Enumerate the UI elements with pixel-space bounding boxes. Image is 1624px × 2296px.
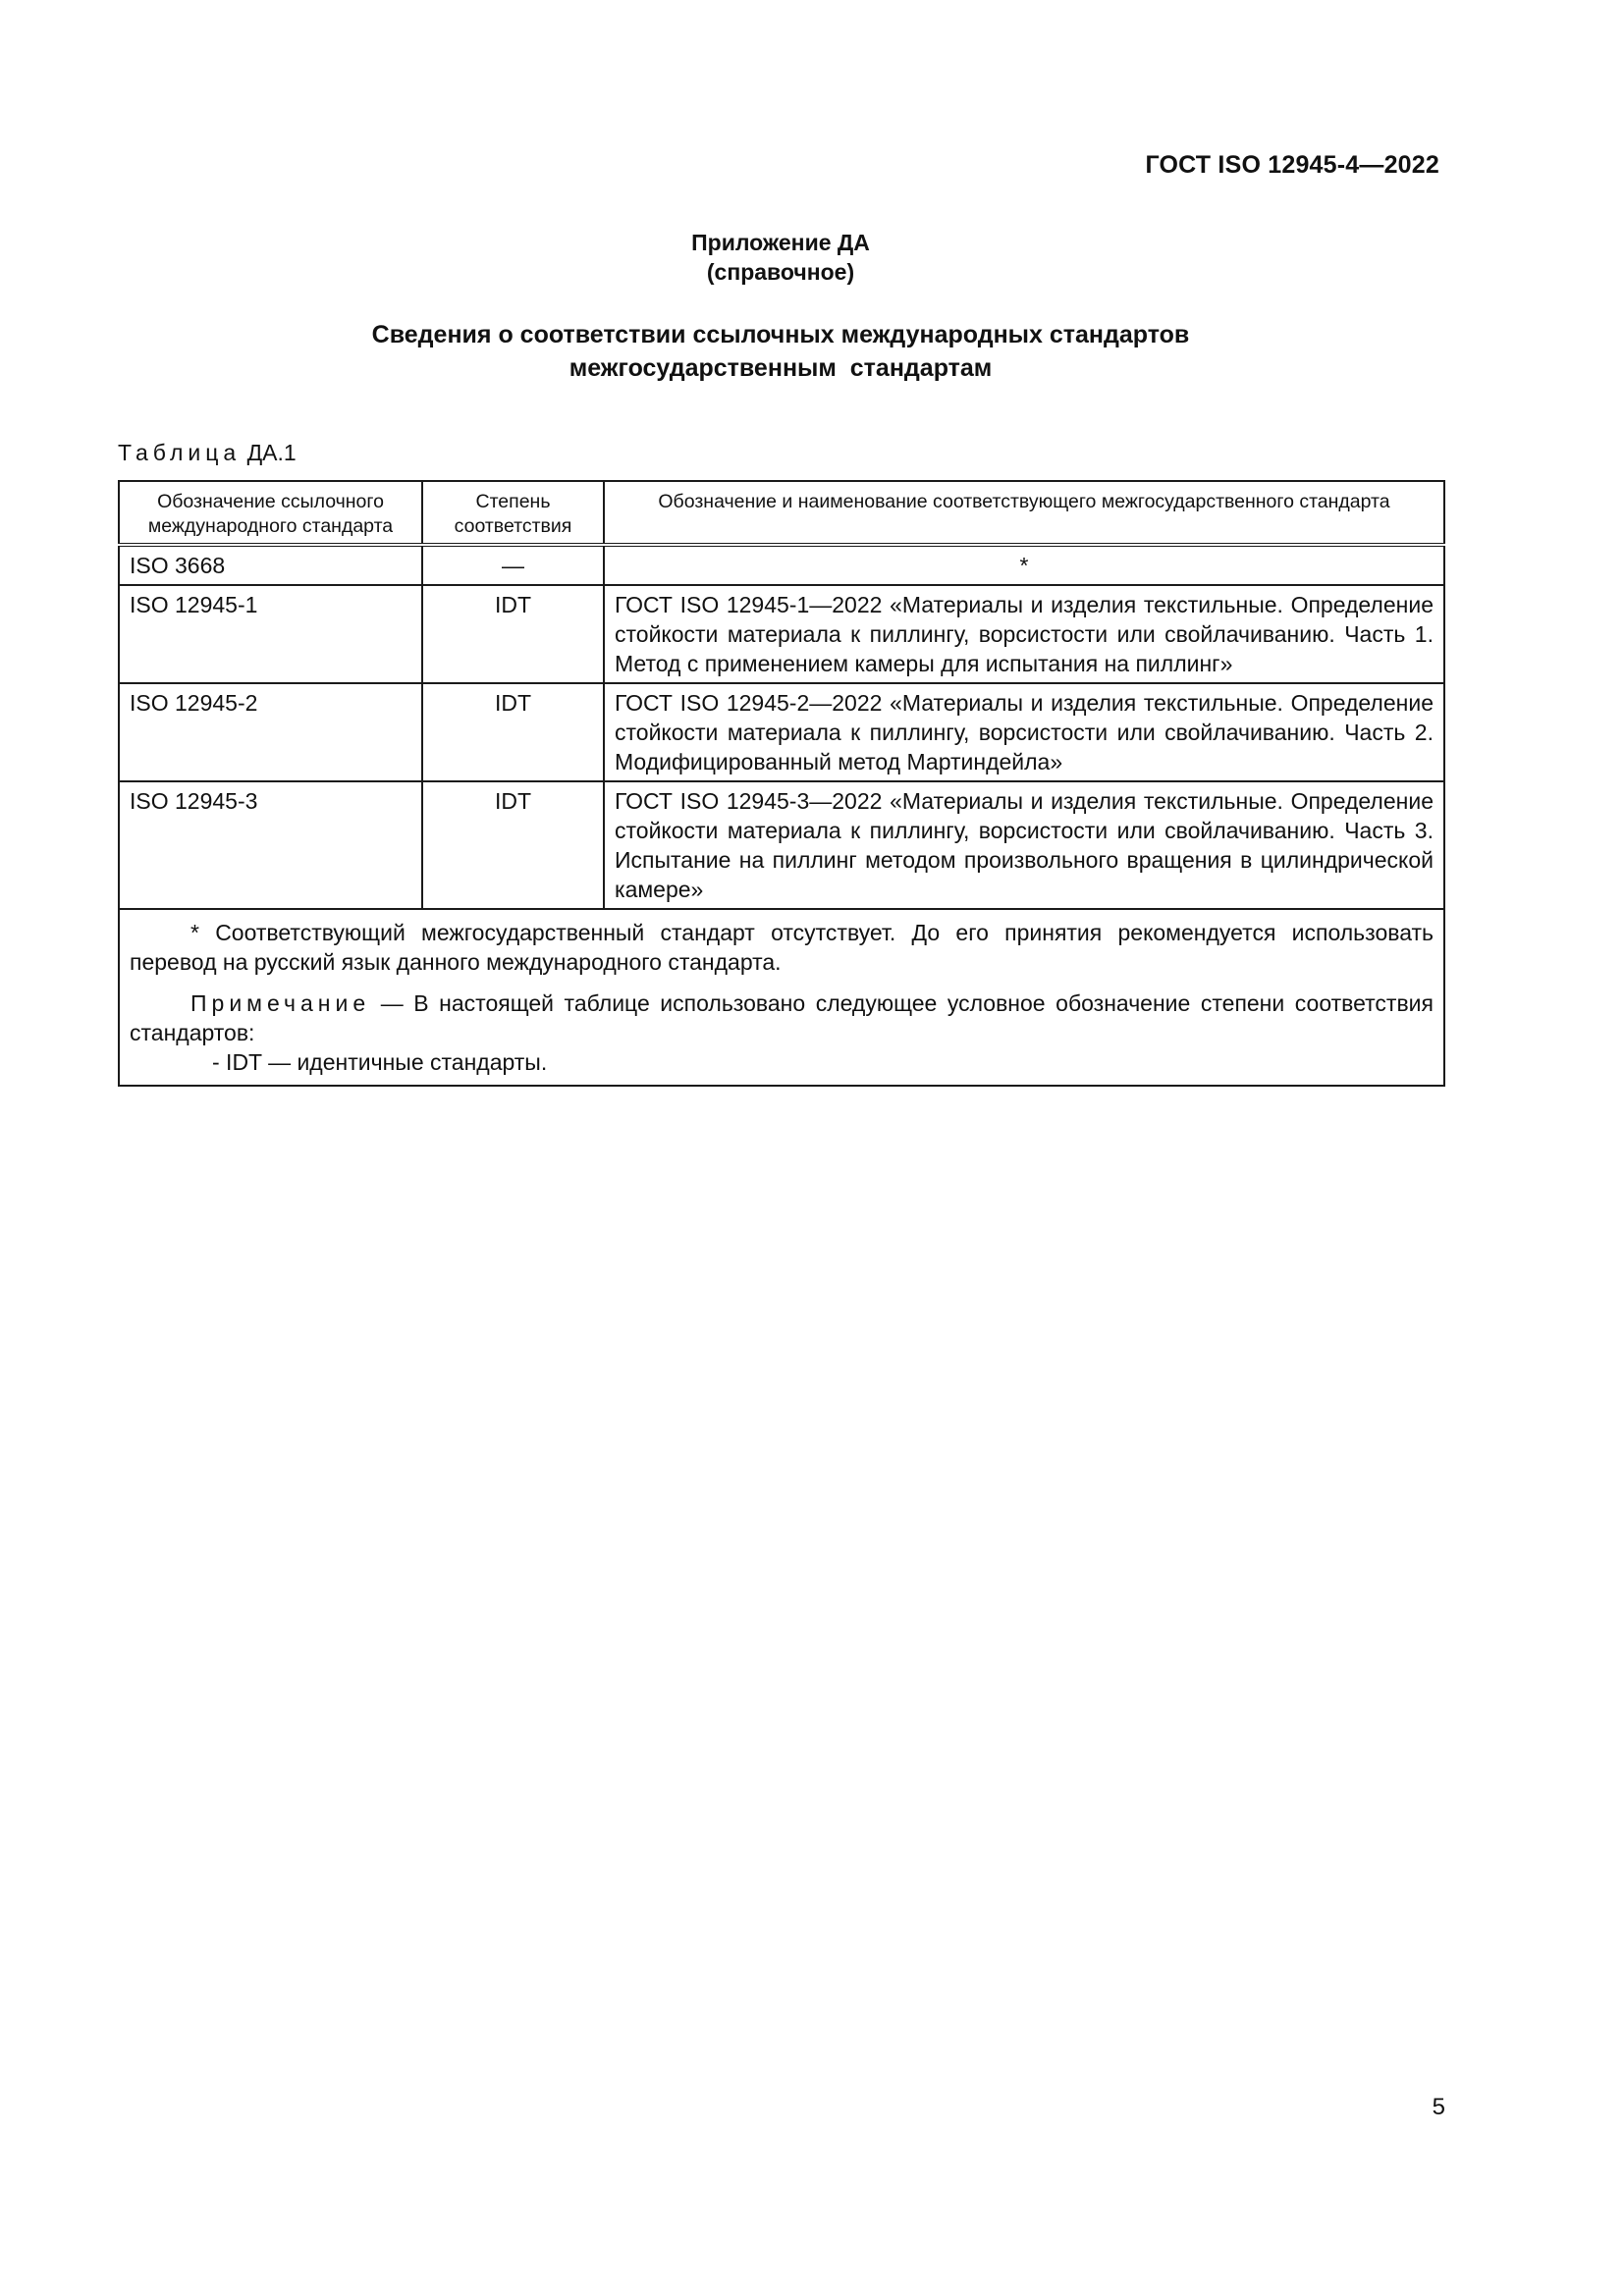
table-notes-row [119, 909, 1444, 1086]
table-caption-word: Таблица [118, 440, 242, 465]
note-item: - IDT — идентичные стандарты. [212, 1049, 548, 1075]
cell-description: ГОСТ ISO 12945-3—2022 «Материалы и изделия текстильные. Определение стойкости материала к пиллингу, ворсистости или свойлачиванию. Часть 3. Испытание на пиллинг методом произвольного вращения в цилиндрической камере» [604, 781, 1444, 909]
section-title-line1: Сведения о соответствии ссылочных международных стандартов [371, 321, 1190, 348]
cell-degree: — [422, 545, 604, 585]
cell-description: ГОСТ ISO 12945-1—2022 «Материалы и изделия текстильные. Определение стойкости материала к пиллингу, ворсистости или свойлачиванию. Часть 1. Метод с применением камеры для испытания на пиллинг» [604, 585, 1444, 683]
cell-standard: ISO 12945-1 [119, 585, 422, 683]
document-code: ГОСТ ISO 12945-4—2022 [1145, 151, 1439, 179]
annex-heading [0, 228, 1561, 287]
header-interstate-standard: Обозначение и наименование соответствующего межгосударственного стандарта [604, 481, 1444, 545]
table-notes-cell [119, 909, 1444, 1086]
annex-subtitle: (справочное) [706, 259, 855, 285]
annex-title: Приложение ДА [691, 230, 870, 255]
header-international-standard: Обозначение ссылочного международного стандарта [119, 481, 422, 545]
reference-standards-table [118, 480, 1445, 1087]
cell-description: ГОСТ ISO 12945-2—2022 «Материалы и изделия текстильные. Определение стойкости материала к пиллингу, ворсистости или свойлачиванию. Часть 2. Модифицированный метод Мартиндейла» [604, 683, 1444, 781]
table-row [119, 545, 1444, 585]
note-label: Примечание [190, 990, 371, 1016]
cell-degree: IDT [422, 781, 604, 909]
table-caption [118, 440, 297, 466]
table-row [119, 683, 1444, 781]
cell-standard: ISO 12945-3 [119, 781, 422, 909]
cell-degree: IDT [422, 683, 604, 781]
cell-standard: ISO 12945-2 [119, 683, 422, 781]
note-text: — В настоящей таблице использовано следующее условное обозначение степени соответствия стандартов: [130, 990, 1434, 1045]
table-note [130, 988, 1434, 1047]
section-heading [0, 318, 1561, 385]
table-row [119, 585, 1444, 683]
cell-description: * [604, 545, 1444, 585]
page-number: 5 [1432, 2094, 1445, 2120]
table-row [119, 781, 1444, 909]
table-header-row [119, 481, 1444, 545]
header-degree: Степень соответствия [422, 481, 604, 545]
table-caption-number: ДА.1 [246, 440, 297, 465]
table-footnote: * Соответствующий межгосударственный стандарт отсутствует. До его принятия рекомендуется использовать перевод на русский язык данного международного стандарта. [130, 920, 1434, 975]
cell-degree: IDT [422, 585, 604, 683]
cell-standard: ISO 3668 [119, 545, 422, 585]
section-title-line2: межгосударственным стандартам [568, 354, 993, 382]
